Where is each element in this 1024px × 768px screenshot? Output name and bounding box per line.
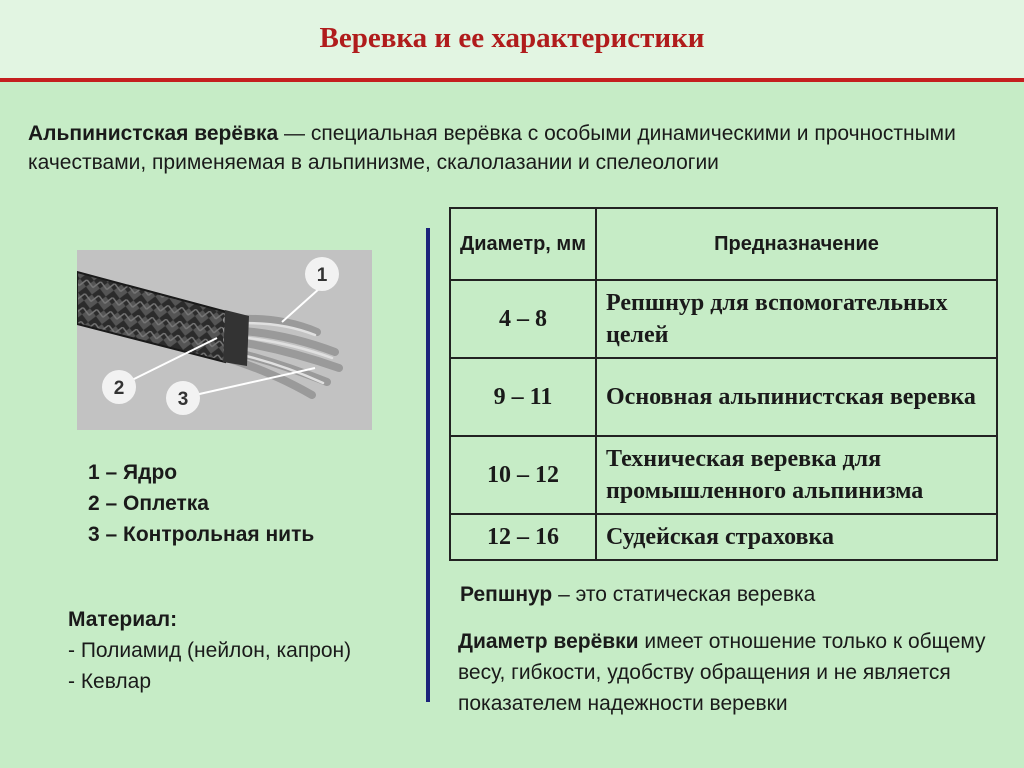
table-row	[450, 280, 997, 358]
intro-text: — специальная верёвка с особыми динамическими и прочностными качествами, применяемая в альпинизме, скалолазании и спелеологии	[28, 122, 956, 174]
cell-diameter: 12 – 16	[450, 514, 596, 560]
callout-line-1	[282, 288, 320, 322]
header-purpose: Предназначение	[596, 208, 997, 280]
table-header-row	[450, 208, 997, 280]
diameter-table	[449, 207, 998, 561]
cell-purpose: Техническая веревка для промышленного альпинизма	[596, 436, 997, 514]
note-repshnur-text: – это статическая веревка	[552, 583, 816, 606]
legend-item-tracer: 3 – Контрольная нить	[88, 523, 315, 546]
note-diameter-text: имеет отношение только к общему весу, гибкости, удобству обращения и не является показателем надежности веревки	[458, 630, 986, 715]
table-row	[450, 514, 997, 560]
header-diameter: Диаметр, мм	[450, 208, 596, 280]
material-title: Материал:	[68, 608, 178, 631]
rope-illustration	[77, 250, 372, 430]
rope-sheath	[77, 272, 227, 362]
table-row	[450, 358, 997, 436]
note-diameter	[458, 626, 1003, 719]
rope-photo	[77, 250, 372, 430]
rope-sheath-end	[223, 310, 249, 366]
cell-purpose: Судейская страховка	[596, 514, 997, 560]
cell-diameter: 4 – 8	[450, 280, 596, 358]
intro-paragraph	[28, 119, 998, 177]
intro-term: Альпинистская верёвка	[28, 122, 279, 145]
note-repshnur	[460, 583, 815, 607]
page-title: Веревка и ее характеристики	[319, 22, 705, 54]
material-block	[68, 604, 351, 697]
callout-label-3: 3	[177, 389, 189, 410]
legend-item-sheath: 2 – Оплетка	[88, 492, 209, 515]
note-diameter-term: Диаметр верёвки	[458, 630, 639, 653]
vertical-divider	[426, 228, 430, 702]
cell-diameter: 10 – 12	[450, 436, 596, 514]
title-divider	[0, 78, 1024, 82]
callout-label-1: 1	[316, 265, 328, 286]
note-repshnur-term: Репшнур	[460, 583, 553, 606]
cell-purpose: Репшнур для вспомогательных целей	[596, 280, 997, 358]
callout-label-2: 2	[113, 378, 125, 399]
photo-legend	[88, 457, 314, 550]
cell-purpose: Основная альпинистская веревка	[596, 358, 997, 436]
legend-item-core: 1 – Ядро	[88, 461, 178, 484]
material-item: - Кевлар	[68, 670, 152, 693]
table-row	[450, 436, 997, 514]
material-item: - Полиамид (нейлон, капрон)	[68, 639, 352, 662]
cell-diameter: 9 – 11	[450, 358, 596, 436]
